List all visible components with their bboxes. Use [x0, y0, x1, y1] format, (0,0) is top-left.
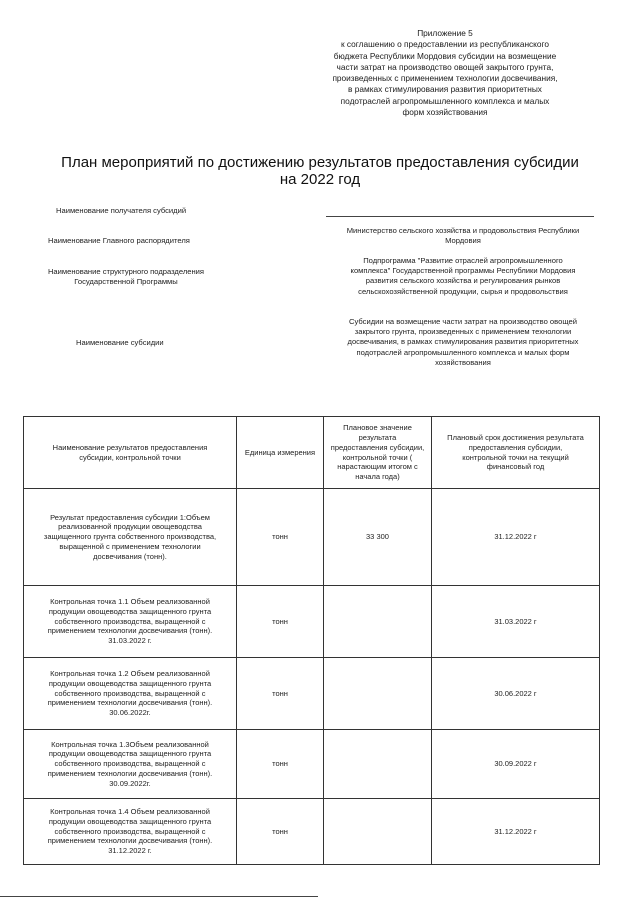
manager-label: Наименование Главного распорядителя: [48, 236, 190, 245]
row-deadline: 31.12.2022 г: [432, 489, 600, 586]
row-planned-value: [324, 658, 432, 730]
header-planned-value: Плановое значение результата предоставления субсидии, контрольной точки ( нарастающим итогом с начала года): [324, 417, 432, 489]
appendix-line: Приложение 5: [417, 28, 473, 38]
row-planned-value: 33 300: [324, 489, 432, 586]
table-row: [24, 586, 600, 658]
row-planned-value: [324, 799, 432, 865]
document-title: [20, 154, 620, 188]
appendix-line: бюджета Республики Мордовия субсидии на возмещение: [333, 50, 557, 61]
row-deadline: 30.09.2022 г: [432, 730, 600, 799]
row-deadline: 31.12.2022 г: [432, 799, 600, 865]
row-unit: тонн: [237, 586, 324, 658]
division-value: Подпрограмма "Развитие отраслей агропромышленного комплекса" Государственной программы Республики Мордовия развития сельского хозяйства и регулирования рынков сельскохозяйственной продукции, сырья и продовольствия: [350, 256, 576, 296]
row-result-name: Контрольная точка 1.1 Объем реализованной продукции овощеводства защищенного грунта собственного производства, выращенной с применением технологии досвечивания (тонн). 31.03.2022 г.: [24, 586, 237, 658]
row-deadline: 31.03.2022 г: [432, 586, 600, 658]
row-unit: тонн: [237, 799, 324, 865]
manager-value: Министерство сельского хозяйства и продовольствия Республики Мордовия: [346, 226, 580, 246]
table-row: [24, 799, 600, 865]
subsidy-label: Наименование субсидии: [76, 338, 164, 347]
footnote-divider: [0, 896, 318, 897]
row-planned-value: [324, 586, 432, 658]
division-label: Наименование структурного подразделения Государственной Программы: [47, 267, 205, 286]
plan-table: [23, 416, 600, 865]
appendix-note: [300, 28, 590, 118]
table-header-row: [24, 417, 600, 489]
row-unit: тонн: [237, 489, 324, 586]
row-result-name: Контрольная точка 1.2 Объем реализованной продукции овощеводства защищенного грунта собственного производства, выращенной с применением технологии досвечивания (тонн). 30.06.2022г.: [24, 658, 237, 730]
row-unit: тонн: [237, 730, 324, 799]
appendix-line: к соглашению о предоставлении из республиканского: [341, 39, 549, 50]
header-deadline: Плановый срок достижения результата предоставления субсидии, контрольной точки на текущий финансовый год: [432, 417, 600, 489]
table-row: [24, 730, 600, 799]
recipient-label: Наименование получателя субсидий: [56, 206, 187, 215]
appendix-line: в рамках стимулирования развития приоритетных: [348, 84, 542, 95]
recipient-underline: [326, 216, 594, 217]
row-result-name: Контрольная точка 1.3Объем реализованной продукции овощеводства защищенного грунта собственного производства, выращенной с применением технологии досвечивания (тонн). 30.09.2022г.: [24, 730, 237, 799]
document-title-line: на 2022 год: [279, 171, 361, 188]
appendix-line: форм хозяйствования: [402, 107, 488, 118]
document-title-line: План мероприятий по достижению результатов предоставления субсидии: [61, 154, 579, 171]
row-unit: тонн: [237, 658, 324, 730]
table-row: [24, 489, 600, 586]
row-result-name: Результат предоставления субсидии 1:Объем реализованной продукции овощеводства защищенного грунта собственного производства, выращенной с применением технологии досвечивания (тонн).: [24, 489, 237, 586]
appendix-line: части затрат на производство овощей закрытого грунта,: [336, 61, 554, 72]
header-unit: Единица измерения: [237, 417, 324, 489]
header-result-name: Наименование результатов предоставления субсидии, контрольной точки: [24, 417, 237, 489]
row-deadline: 30.06.2022 г: [432, 658, 600, 730]
row-result-name: Контрольная точка 1.4 Объем реализованной продукции овощеводства защищенного грунта собственного производства, выращенной с применением технологии досвечивания (тонн). 31.12.2022 г.: [24, 799, 237, 865]
table-row: [24, 658, 600, 730]
appendix-line: подотраслей агропромышленного комплекса и малых: [340, 95, 550, 106]
appendix-line: произведенных с применением технологии досвечивания,: [332, 73, 558, 84]
subsidy-value: Субсидии на возмещение части затрат на производство овощей закрытого грунта, произведенных с применением технологии досвечивания, в рамках стимулирования развития приоритетных подотраслей агропромышленного комплекса и малых форм хозяйствования: [347, 317, 579, 367]
row-planned-value: [324, 730, 432, 799]
